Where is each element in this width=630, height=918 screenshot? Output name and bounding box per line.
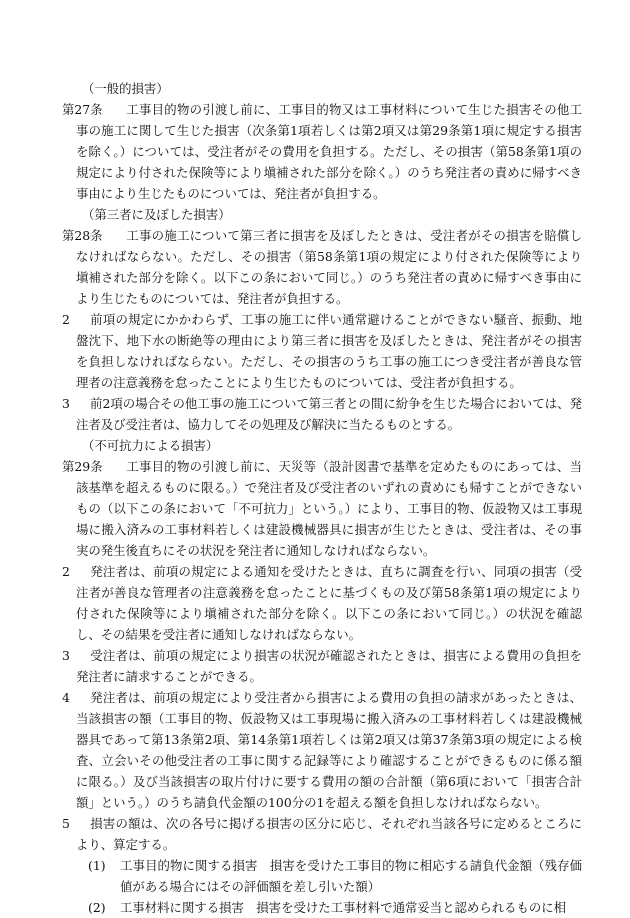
paragraph-number: 4 bbox=[62, 690, 70, 705]
article-29-item-2 bbox=[88, 897, 582, 918]
article-28-paragraph-2 bbox=[62, 309, 582, 393]
paragraph-text: 前2項の場合その他工事の施工について第三者との間に紛争を生じた場合においては、発注者及び受注者は、協力してその処理及び解決に当たるものとする。 bbox=[76, 396, 582, 432]
article-29-paragraph-5 bbox=[62, 813, 582, 855]
article-29-heading: （不可抗力による損害） bbox=[82, 438, 219, 453]
article-29 bbox=[62, 456, 582, 561]
article-29-paragraph-3 bbox=[62, 645, 582, 687]
paragraph-number: 3 bbox=[62, 648, 70, 663]
item-text: 工事目的物に関する損害 損害を受けた工事目的物に相応する請負代金額（残存価値がある場合にはその評価額を差し引いた額） bbox=[120, 858, 582, 894]
article-29-paragraph-2 bbox=[62, 561, 582, 645]
paragraph-number: 3 bbox=[62, 396, 70, 411]
article-28-heading: （第三者に及ぼした損害） bbox=[82, 207, 231, 222]
paragraph-text: 発注者は、前項の規定により受注者から損害による費用の負担の請求があったときは、当該損害の額（工事目的物、仮設物又は工事現場に搬入済みの工事材料若しくは建設機械器具であって第13条第2項、第14条第1項若しくは第2項又は第37条第3項の規定による検査、立会いその他受注者の工事に関する記録等により確認することができるものに係る額に限る。）及び当該損害の取片付けに要する費用の額の合計額（第6項において「損害合計額」という。）のうち請負代金額の100分の1を超える額を負担しなければならない。 bbox=[76, 690, 582, 810]
article-28-paragraph-3 bbox=[62, 393, 582, 435]
article-29-number: 第29条 bbox=[62, 459, 103, 474]
article-28 bbox=[62, 225, 582, 309]
item-text: 工事材料に関する損害 損害を受けた工事材料で通常妥当と認められるものに相 bbox=[120, 900, 567, 915]
article-28-number: 第28条 bbox=[62, 228, 103, 243]
paragraph-number: 2 bbox=[62, 312, 70, 327]
item-number: (2) bbox=[88, 900, 106, 915]
paragraph-number: 5 bbox=[62, 816, 70, 831]
contract-text bbox=[62, 78, 582, 918]
paragraph-text: 受注者は、前項の規定により損害の状況が確認されたときは、損害による費用の負担を発注者に請求することができる。 bbox=[76, 648, 582, 684]
paragraph-number: 2 bbox=[62, 564, 70, 579]
article-29-paragraph-4 bbox=[62, 687, 582, 813]
paragraph-text: 前項の規定にかかわらず、工事の施工に伴い通常避けることができない騒音、振動、地盤沈下、地下水の断絶等の理由により第三者に損害を及ぼしたときは、発注者がその損害を負担しなければならない。ただし、その損害のうち工事の施工につき受注者が善良な管理者の注意義務を怠ったことにより生じたものについては、受注者が負担する。 bbox=[76, 312, 582, 390]
article-29-item-1 bbox=[88, 855, 582, 897]
article-29-text: 工事目的物の引渡し前に、天災等（設計図書で基準を定めたものにあっては、当該基準を超えるものに限る。）で発注者及び受注者のいずれの責めにも帰すことができないもの（以下この条において「不可抗力」という。）により、工事目的物、仮設物又は工事現場に搬入済みの工事材料若しくは建設機械器具に損害が生じたときは、受注者は、その事実の発生後直ちにその状況を発注者に通知しなければならない。 bbox=[76, 459, 582, 558]
paragraph-text: 発注者は、前項の規定による通知を受けたときは、直ちに調査を行い、同項の損害（受注者が善良な管理者の注意義務を怠ったことに基づくもの及び第58条第1項の規定により付された保険等により塡補された部分を除く。以下この条において同じ。）の状況を確認し、その結果を受注者に通知しなければならない。 bbox=[76, 564, 582, 642]
article-27-number: 第27条 bbox=[62, 102, 103, 117]
item-number: (1) bbox=[88, 858, 106, 873]
article-27-heading: （一般的損害） bbox=[82, 81, 169, 96]
paragraph-text: 損害の額は、次の各号に掲げる損害の区分に応じ、それぞれ当該各号に定めるところにより、算定する。 bbox=[76, 816, 582, 852]
article-27 bbox=[62, 99, 582, 204]
article-27-text: 工事目的物の引渡し前に、工事目的物又は工事材料について生じた損害その他工事の施工に関して生じた損害（次条第1項若しくは第2項又は第29条第1項に規定する損害を除く。）については、受注者がその費用を負担する。ただし、その損害（第58条第1項の規定により付された保険等により塡補された部分を除く。）のうち発注者の責めに帰すべき事由により生じたものについては、発注者が負担する。 bbox=[76, 102, 582, 201]
article-28-text: 工事の施工について第三者に損害を及ぼしたときは、受注者がその損害を賠償しなければならない。ただし、その損害（第58条第1項の規定により付された保険等により塡補された部分を除く。以下この条において同じ。）のうち発注者の責めに帰すべき事由により生じたものについては、発注者が負担する。 bbox=[76, 228, 582, 306]
